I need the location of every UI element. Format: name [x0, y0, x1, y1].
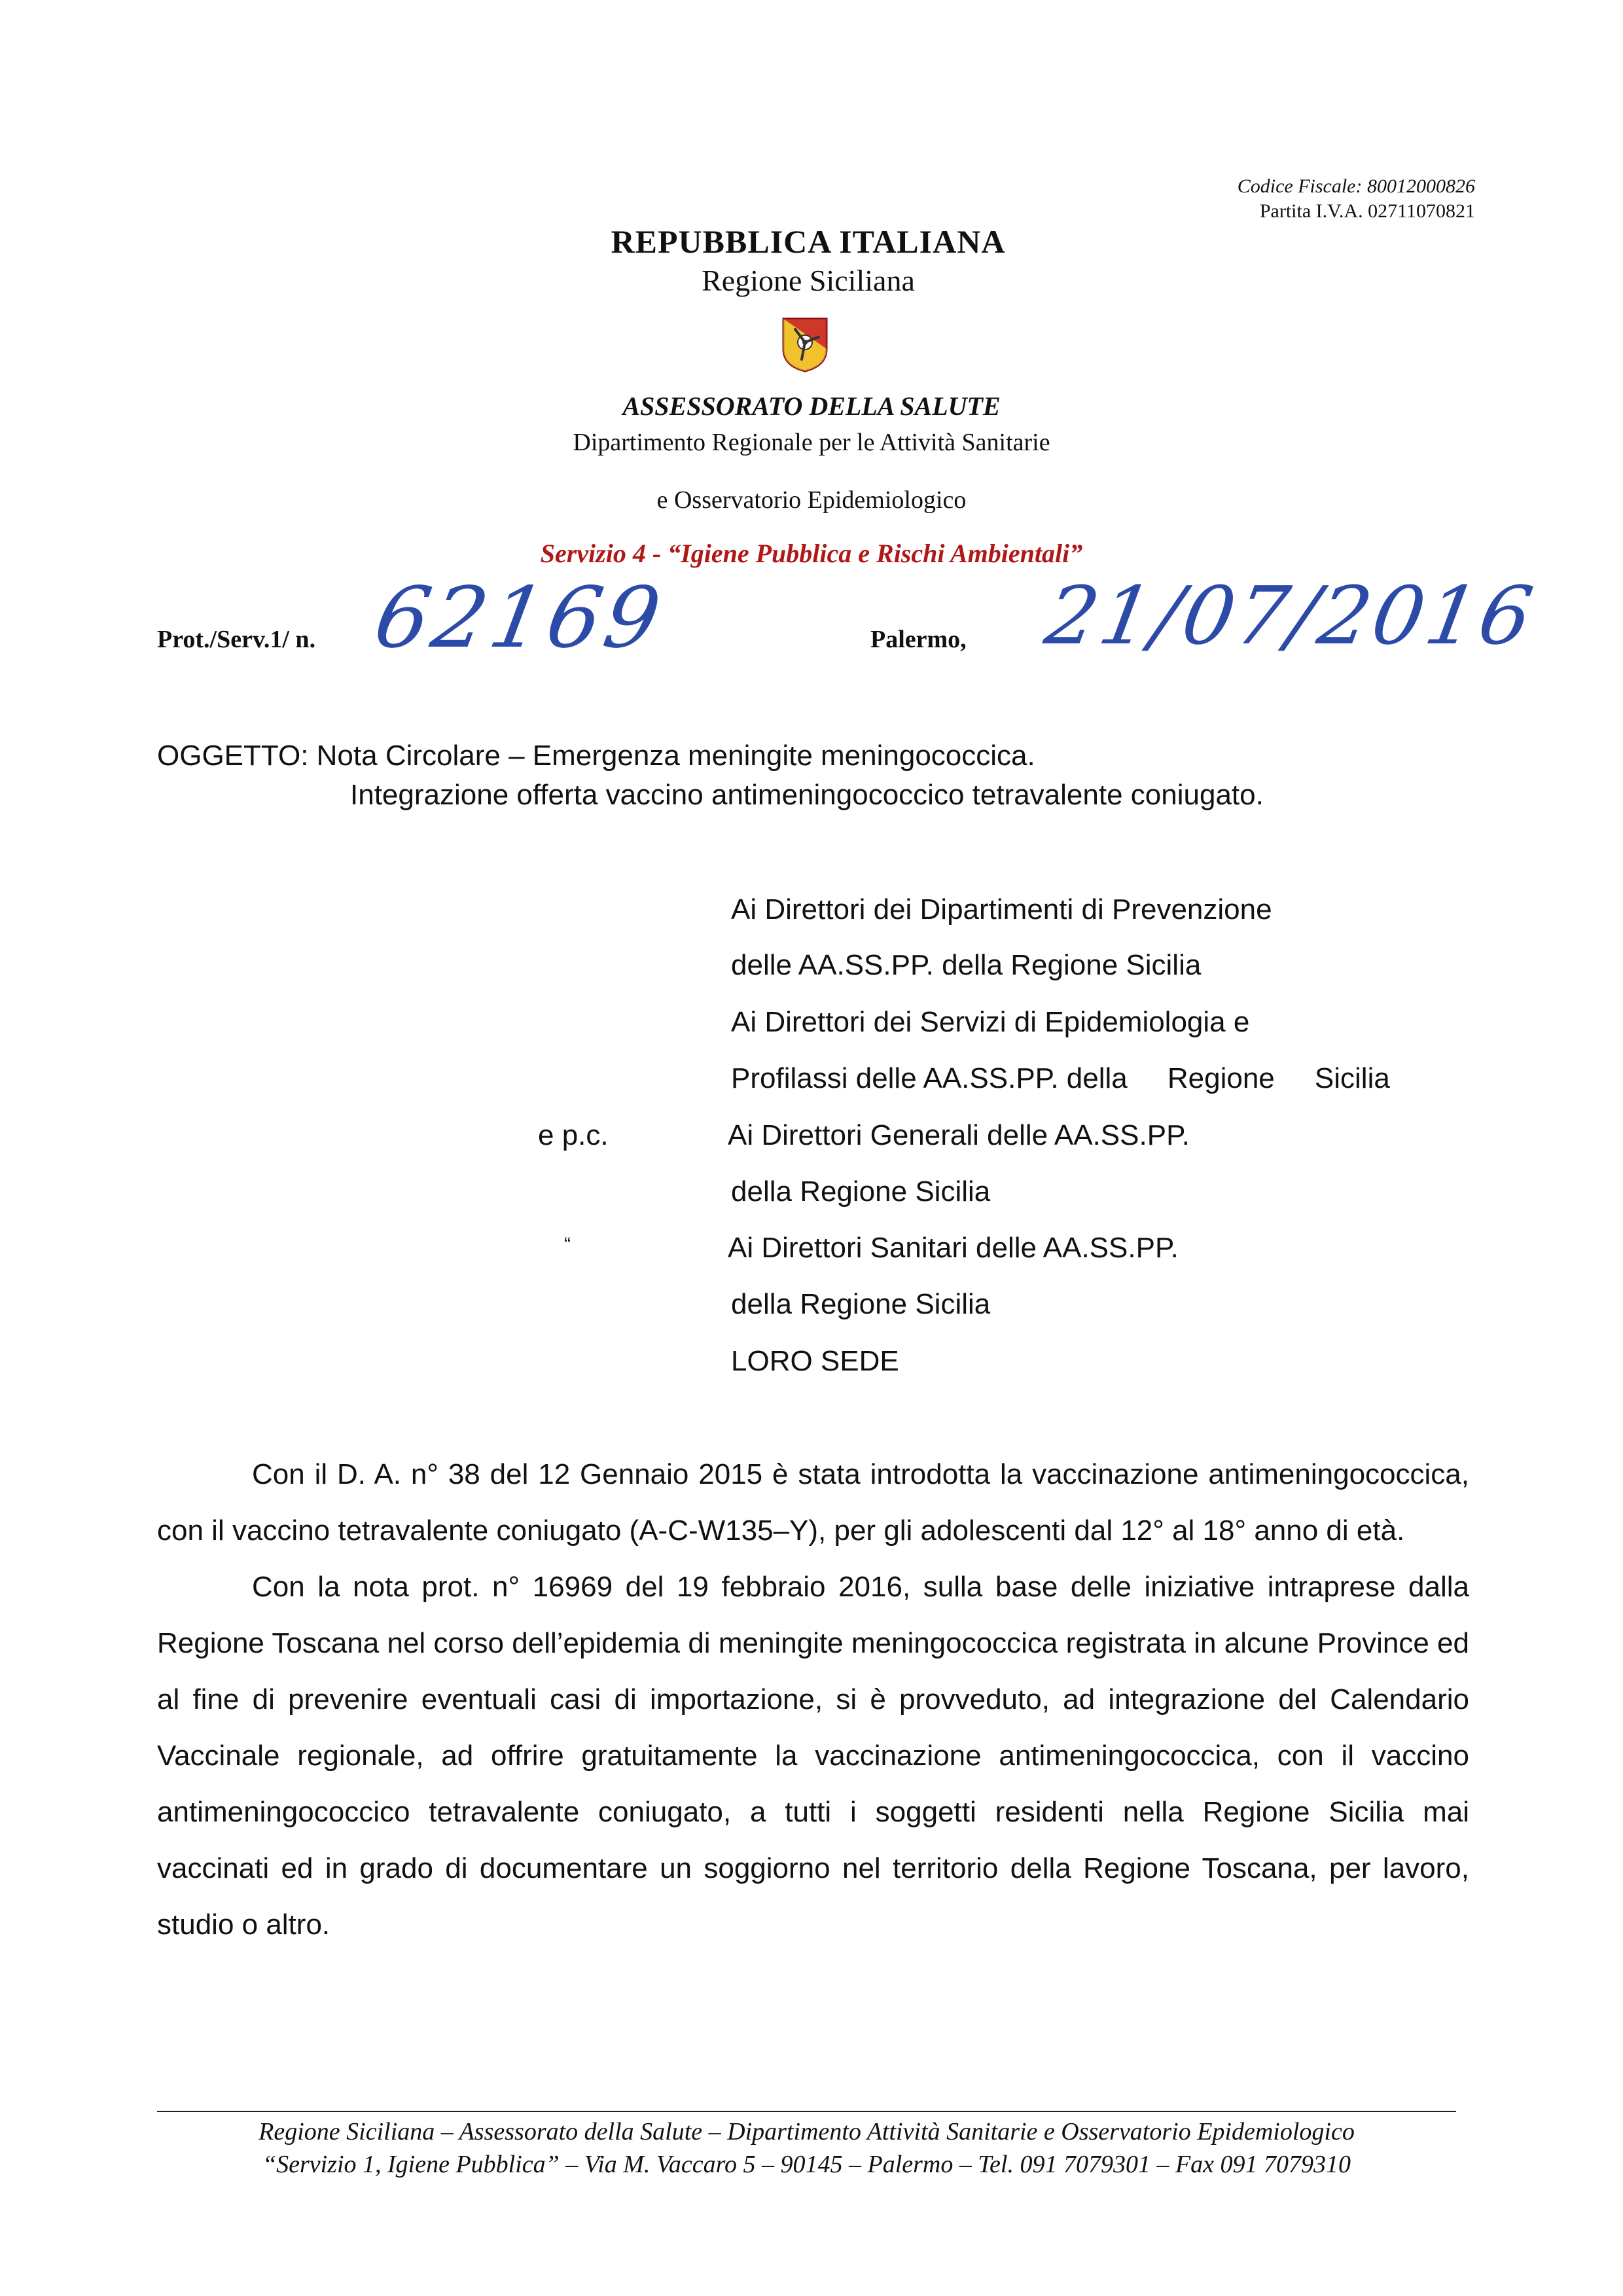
addressee-line: Ai Direttori dei Servizi di Epidemiologia e [731, 1006, 1250, 1038]
republic-title: REPUBBLICA ITALIANA [611, 223, 1006, 260]
body-paragraph: Con la nota prot. n° 16969 del 19 febbraio 2016, sulla base delle iniziative intraprese dalla Regione Toscana nel corso dell’epidemia di meningite meningococcica registrata in alcune Province ed al fine di prevenire eventuali casi di importazione, si è provveduto, ad integrazione del Calendario Vaccinale regionale, ad offrire gratuitamente la vaccinazione antimeningococcica, con il vaccino antimeningococcico tetravalente coniugato, a tutti i soggetti residenti nella Regione Sicilia mai vaccinati ed in grado di documentare un soggiorno nel territorio della Regione Toscana, per lavoro, studio o altro. [157, 1571, 1469, 1941]
addressee-line: Profilassi delle AA.SS.PP. della Regione Sicilia [731, 1062, 1390, 1094]
subject-line-1: OGGETTO: Nota Circolare – Emergenza meningite meningococcica. [157, 740, 1035, 772]
letterhead [0, 223, 1623, 569]
service-name: Servizio 4 - “Igiene Pubblica e Rischi Ambientali” [540, 539, 1083, 568]
assessorato-title: ASSESSORATO DELLA SALUTE [622, 391, 1001, 421]
codice-fiscale: Codice Fiscale: 80012000826 [1237, 175, 1475, 197]
epc-label: e p.c. [538, 1119, 609, 1151]
addressee-line: Ai Direttori Sanitari delle AA.SS.PP. [728, 1232, 1179, 1264]
footer [157, 2115, 1456, 2181]
region-name: Regione Siciliana [702, 264, 915, 297]
partita-iva: Partita I.V.A. 02711070821 [1259, 200, 1475, 222]
addressee-line: della Regione Sicilia [731, 1288, 991, 1320]
trinacria-emblem-icon [776, 315, 834, 374]
protocol-number-handwritten: 62169 [367, 569, 671, 667]
observatory-name: e Osservatorio Epidemiologico [656, 486, 967, 514]
protocol-label: Prot./Serv.1/ n. [157, 626, 316, 653]
place-label: Palermo, [870, 626, 967, 653]
addressee-line: LORO SEDE [731, 1345, 899, 1377]
letter-body [157, 1446, 1469, 1953]
footer-divider [157, 2111, 1456, 2112]
addressee-line: della Regione Sicilia [731, 1175, 991, 1208]
subject-block [157, 736, 1264, 815]
subject-line-2: Integrazione offerta vaccino antimeningococcico tetravalente coniugato. [350, 779, 1264, 811]
addressee-line: Ai Direttori Generali delle AA.SS.PP. [728, 1119, 1190, 1151]
footer-line-2: “Servizio 1, Igiene Pubblica” – Via M. Vaccaro 5 – 90145 – Palermo – Tel. 091 7079301 – Fax 091 7079310 [262, 2151, 1351, 2178]
body-paragraph: Con il D. A. n° 38 del 12 Gennaio 2015 è stata introdotta la vaccinazione antimeningococcica, con il vaccino tetravalente coniugato (A-C-W135–Y), per gli adolescenti dal 12° al 18° anno di età. [157, 1458, 1469, 1547]
ditto-mark: “ [564, 1234, 571, 1255]
footer-line-1: Regione Siciliana – Assessorato della Salute – Dipartimento Attività Sanitarie e Osservatorio Epidemiologico [259, 2118, 1355, 2145]
date-handwritten: 21/07/2016 [1039, 569, 1542, 662]
addressee-line: Ai Direttori dei Dipartimenti di Prevenzione [731, 893, 1272, 925]
addressee-line: delle AA.SS.PP. della Regione Sicilia [731, 949, 1202, 981]
department-name: Dipartimento Regionale per le Attività Sanitarie [573, 429, 1050, 456]
